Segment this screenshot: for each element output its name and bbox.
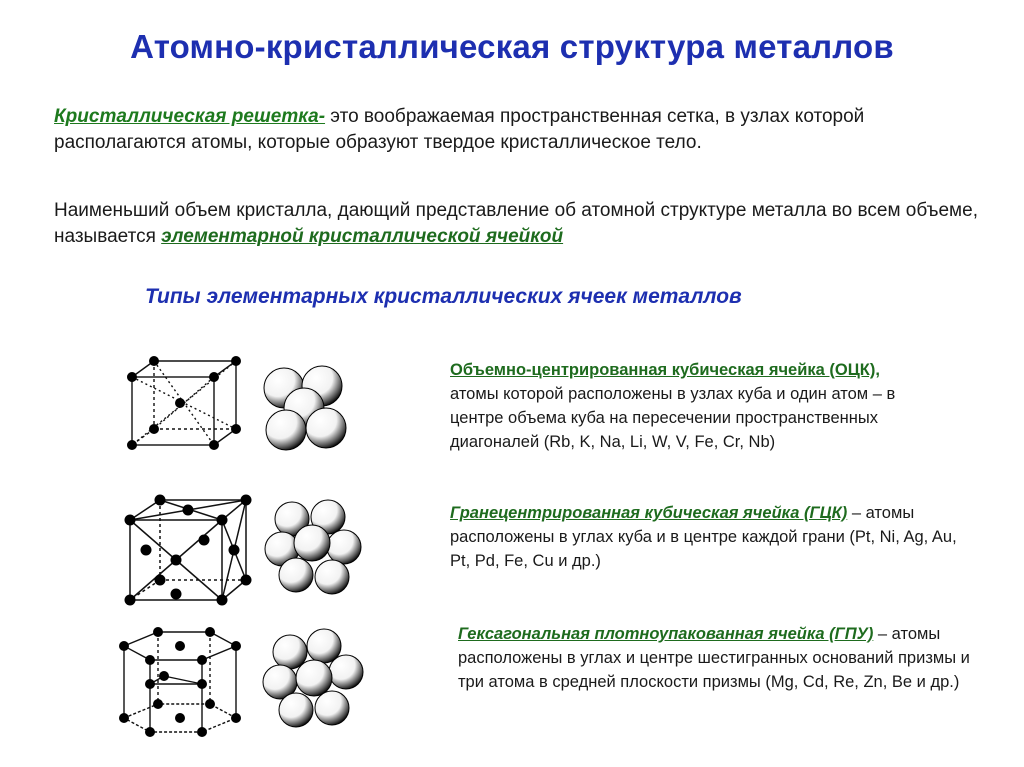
hcp-text: – атомы расположены в углах и центре шестигранных оснований призмы и три атома в средней плоскости призмы (Mg, Cd, Re, Zn, Be и др.): [458, 625, 970, 691]
types-title: Типы элементарных кристаллических ячеек металлов: [145, 285, 742, 308]
bcc-packing-figure: [258, 362, 358, 457]
bcc-description: [450, 358, 930, 454]
bcc-term: Объемно-центрированная кубическая ячейка (ОЦК),: [450, 361, 880, 379]
fcc-term: Гранецентрированная кубическая ячейка (ГЦК): [450, 504, 848, 522]
fcc-lattice-figure: [122, 492, 262, 607]
hcp-lattice-figure: [110, 622, 260, 742]
bcc-lattice-figure: [118, 355, 258, 455]
definition-paragraph: [54, 104, 974, 156]
definition-term: Кристаллическая решетка-: [54, 106, 326, 127]
bcc-text: атомы которой расположены в узлах куба и один атом – в центре объема куба на пересечении пространственных диагоналей (Rb, K, Na, Li, W, V, Fe, Cr, Nb): [450, 385, 896, 451]
definition-text: это воображаемая пространственная сетка, в узлах которой располагаются атомы, которые образуют твердое кристаллическое тело.: [54, 106, 865, 153]
fcc-text: – атомы расположены в углах куба и в центре каждой грани (Pt, Ni, Ag, Au, Pt, Pd, Fe, Cu и др.): [450, 504, 957, 570]
unit-cell-term: элементарной кристаллической ячейкой: [161, 226, 564, 247]
slide-title: Атомно-кристаллическая структура металлов: [130, 28, 894, 65]
hcp-packing-figure: [260, 622, 370, 732]
hcp-term: Гексагональная плотноупакованная ячейка (ГПУ): [458, 625, 874, 643]
unit-cell-paragraph: [54, 198, 984, 250]
unit-cell-text: Наименьший объем кристалла, дающий представление об атомной структуре металла во всем объеме, называется: [54, 200, 978, 247]
hcp-description: [458, 622, 988, 694]
fcc-description: [450, 501, 970, 573]
fcc-packing-figure: [262, 497, 362, 597]
